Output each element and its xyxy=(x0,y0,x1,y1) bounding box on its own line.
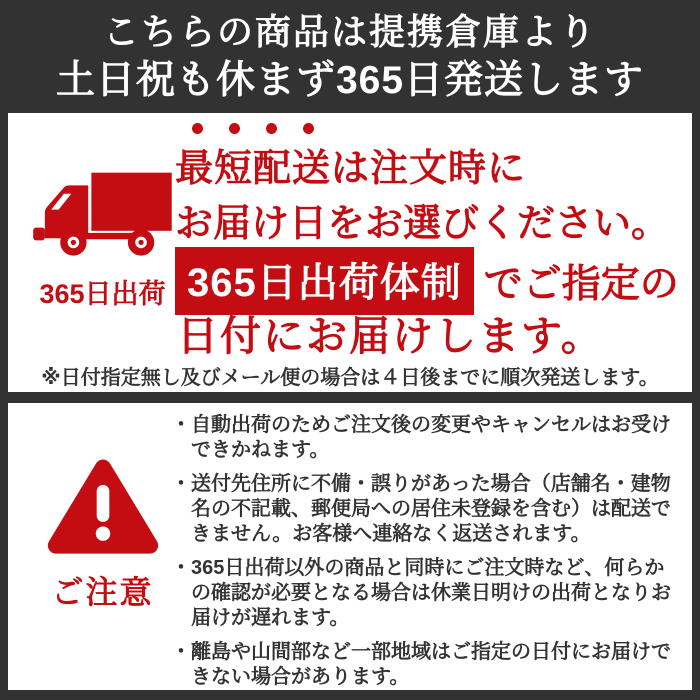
headline-line-2: お届け日をお選びください。 xyxy=(175,203,670,245)
warning-triangle-icon xyxy=(44,455,162,559)
notice-item-text: 自動出荷のためご注文後の変更やキャンセルはお受けできかねます。 xyxy=(191,414,671,461)
notice-item-text: 365日出荷以外の商品と同時にご注文時など、何らかの確認が必要となる場合は休業日明けの出荷となりお届けが遅れます。 xyxy=(191,557,671,629)
headline-line-4: 日付にお届けします。 xyxy=(177,313,604,359)
notice-item xyxy=(171,472,683,547)
top-banner xyxy=(0,0,700,113)
headline-line-1: 最短配送は注文時に xyxy=(175,148,527,190)
truck-block xyxy=(20,168,185,311)
bullet-marker: ・ xyxy=(171,414,191,436)
notice-item-text: 送付先住所に不備・誤りがあった場合（店舗名・建物名の不記載、郵便局への居住未登録を含む）は配送できません。お客様へ連絡なく返送されます。 xyxy=(191,473,671,545)
delivery-truck-icon xyxy=(29,168,177,264)
emphasis-dots xyxy=(192,123,314,134)
notice-list xyxy=(171,413,683,699)
bullet-marker: ・ xyxy=(171,557,191,579)
bullet-marker: ・ xyxy=(171,473,191,495)
warning-block xyxy=(30,455,175,613)
notice-item xyxy=(171,556,683,631)
emphasis-dot xyxy=(266,123,277,134)
shipping-info-panel xyxy=(8,113,692,392)
highlight-badge: 365日出荷体制 xyxy=(175,247,474,315)
notice-item xyxy=(171,413,683,463)
notice-item-text: 離島や山間部など一部地域はご指定の日付にお届けできない場合があります。 xyxy=(191,641,671,688)
truck-caption: 365日出荷 xyxy=(39,279,166,309)
shipping-footnote: ※日付指定無し及びメール便の場合は４日後までに順次発送します。 xyxy=(41,367,659,389)
notice-panel xyxy=(8,403,692,690)
warning-caption: ご注意 xyxy=(51,574,154,610)
banner-line-1: こちらの商品は提携倉庫より xyxy=(102,10,597,52)
emphasis-dot xyxy=(192,123,203,134)
emphasis-dot xyxy=(229,123,240,134)
bullet-marker: ・ xyxy=(171,641,191,663)
notice-item xyxy=(171,640,683,690)
banner-line-2: 土日祝も休まず365日発送します xyxy=(55,58,645,102)
headline-after-badge: でご指定の xyxy=(483,263,679,306)
emphasis-dot xyxy=(303,123,314,134)
